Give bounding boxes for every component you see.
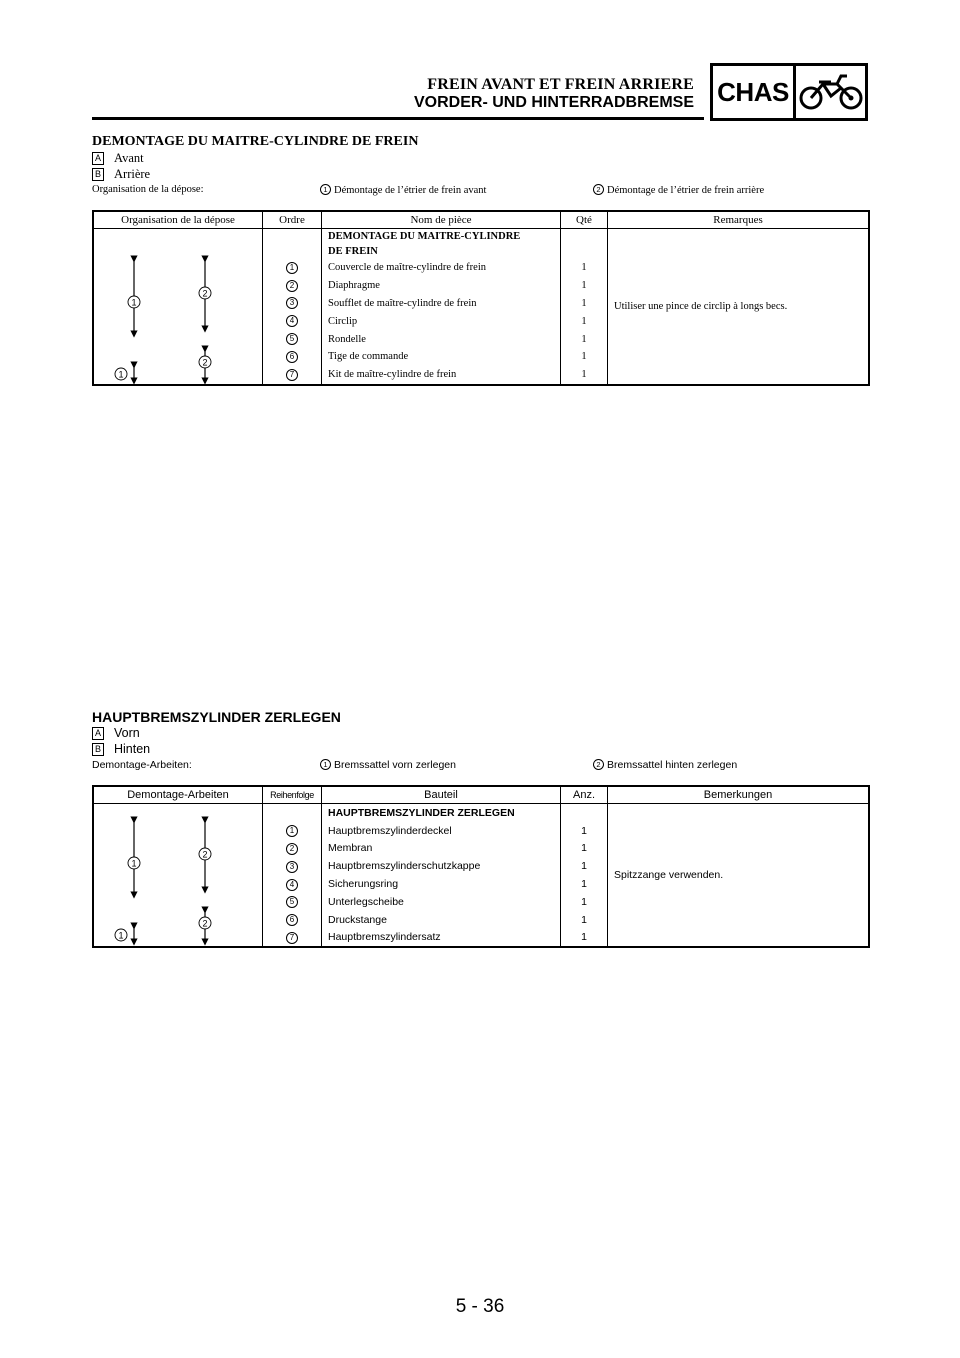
part-qty: 1 (561, 277, 608, 295)
org-step-2-text: Bremssattel hinten zerlegen (607, 759, 738, 771)
part-qty: 1 (561, 875, 608, 893)
part-name: Couvercle de maître-cylindre de frein (322, 259, 561, 277)
part-name: Membran (322, 840, 561, 858)
sequence-diagram (93, 229, 263, 385)
part-name: Kit de maître-cylindre de frein (322, 366, 561, 385)
svg-text:2: 2 (202, 918, 208, 929)
part-qty: 1 (561, 312, 608, 330)
org-line-de (92, 759, 868, 775)
part-name: Hauptbremszylinderdeckel (322, 822, 561, 840)
part-qty: 1 (561, 330, 608, 348)
org-line-fr (92, 184, 868, 200)
label-a-fr (92, 150, 868, 166)
part-name: Sicherungsring (322, 875, 561, 893)
header-name: Nom de pièce (322, 211, 561, 229)
org-step-1-text: Bremssattel vorn zerlegen (334, 759, 456, 771)
label-a-text: Vorn (114, 726, 140, 740)
order-badge: 2 (286, 843, 298, 855)
label-b-text: Arrière (114, 166, 151, 181)
svg-text:2: 2 (202, 849, 208, 860)
remark-text: Utiliser une pince de circlip à longs becs. (614, 300, 788, 312)
label-b-de (92, 741, 868, 757)
order-badge: 1 (286, 825, 298, 837)
order-badge: 1 (286, 262, 298, 274)
table-header-row (93, 786, 869, 804)
section-fr (92, 134, 868, 386)
header-org: Organisation de la dépose (93, 211, 263, 229)
order-badge: 5 (286, 896, 298, 908)
part-name: Hauptbremszylindersatz (322, 929, 561, 948)
parts-table-de (92, 785, 870, 948)
sequence-diagram (93, 804, 263, 948)
order-badge: 7 (286, 932, 298, 944)
svg-text:2: 2 (202, 288, 208, 299)
part-qty: 1 (561, 929, 608, 948)
remarks-cell (608, 229, 870, 385)
svg-text:1: 1 (131, 858, 137, 869)
section-title-de: HAUPTBREMSZYLINDER ZERLEGEN (92, 709, 341, 725)
parts-table-fr (92, 210, 870, 386)
header-remarks: Bemerkungen (608, 786, 870, 804)
part-qty: 1 (561, 911, 608, 929)
label-b-text: Hinten (114, 742, 151, 756)
part-name: Druckstange (322, 911, 561, 929)
part-qty: 1 (561, 348, 608, 366)
order-badge: 7 (286, 369, 298, 381)
section-title-fr: DEMONTAGE DU MAITRE-CYLINDRE DE FREIN (92, 134, 419, 149)
order-badge: 3 (286, 297, 298, 309)
section-de (92, 709, 868, 948)
page-number: 5 - 36 (455, 1296, 505, 1317)
label-a-de (92, 725, 868, 741)
chapter-badge-label: CHAS (713, 66, 796, 118)
table-header-row (93, 211, 869, 229)
part-qty: 1 (561, 259, 608, 277)
table-section-title: DEMONTAGE DU MAITRE-CYLINDRE DE FREIN (322, 229, 561, 260)
org-step-2 (593, 759, 737, 771)
circle-1-icon: 1 (320, 184, 331, 195)
part-name: Tige de commande (322, 348, 561, 366)
header-qty: Anz. (561, 786, 608, 804)
header-order: Ordre (263, 211, 322, 229)
order-badge: 4 (286, 315, 298, 327)
order-badge: 6 (286, 914, 298, 926)
part-qty: 1 (561, 857, 608, 875)
part-qty: 1 (561, 893, 608, 911)
header-order: Reihenfolge (263, 786, 322, 804)
part-name: Diaphragme (322, 277, 561, 295)
org-step-1-text: Démontage de l’étrier de frein avant (334, 185, 487, 196)
motorcycle-icon (796, 66, 865, 118)
label-b-box: B (92, 743, 104, 756)
circle-2-icon: 2 (593, 759, 604, 770)
circle-1-icon: 1 (320, 759, 331, 770)
svg-text:2: 2 (202, 357, 208, 368)
part-name: Hauptbremszylinderschutzkappe (322, 857, 561, 875)
org-step-1 (320, 184, 486, 196)
org-label: Demontage-Arbeiten: (92, 759, 192, 771)
header-rule (92, 117, 704, 120)
table-section-title: HAUPTBREMSZYLINDER ZERLEGEN (322, 804, 561, 822)
remarks-cell (608, 804, 870, 948)
order-badge: 3 (286, 861, 298, 873)
circle-2-icon: 2 (593, 184, 604, 195)
part-qty: 1 (561, 822, 608, 840)
org-step-2 (593, 184, 764, 196)
svg-text:1: 1 (118, 930, 124, 941)
header-title-fr: FREIN AVANT ET FREIN ARRIERE (427, 76, 694, 93)
part-qty: 1 (561, 840, 608, 858)
org-step-1 (320, 759, 456, 771)
org-step-2-text: Démontage de l’étrier de frein arrière (607, 185, 765, 196)
part-qty: 1 (561, 295, 608, 313)
chapter-badge (710, 63, 868, 121)
label-a-text: Avant (114, 150, 144, 165)
header-remarks: Remarques (608, 211, 870, 229)
header-title-de: VORDER- UND HINTERRADBREMSE (413, 94, 694, 111)
order-badge: 4 (286, 879, 298, 891)
order-badge: 5 (286, 333, 298, 345)
order-badge: 2 (286, 280, 298, 292)
table-title-row (93, 804, 869, 822)
header-name: Bauteil (322, 786, 561, 804)
header-qty: Qté (561, 211, 608, 229)
part-name: Rondelle (322, 330, 561, 348)
label-a-box: A (92, 152, 104, 165)
remark-text: Spitzzange verwenden. (614, 869, 724, 882)
part-name: Circlip (322, 312, 561, 330)
part-name: Unterlegscheibe (322, 893, 561, 911)
part-qty: 1 (561, 366, 608, 385)
sequence-diagram-svg (94, 804, 262, 946)
label-b-box: B (92, 168, 104, 181)
part-name: Soufflet de maître-cylindre de frein (322, 295, 561, 313)
table-title-row (93, 229, 869, 260)
svg-text:1: 1 (131, 297, 137, 308)
sequence-diagram-svg (94, 229, 262, 384)
header-org: Demontage-Arbeiten (93, 786, 263, 804)
label-b-fr (92, 166, 868, 182)
svg-text:1: 1 (118, 369, 124, 380)
order-badge: 6 (286, 351, 298, 363)
org-label: Organisation de la dépose: (92, 184, 204, 195)
label-a-box: A (92, 727, 104, 740)
